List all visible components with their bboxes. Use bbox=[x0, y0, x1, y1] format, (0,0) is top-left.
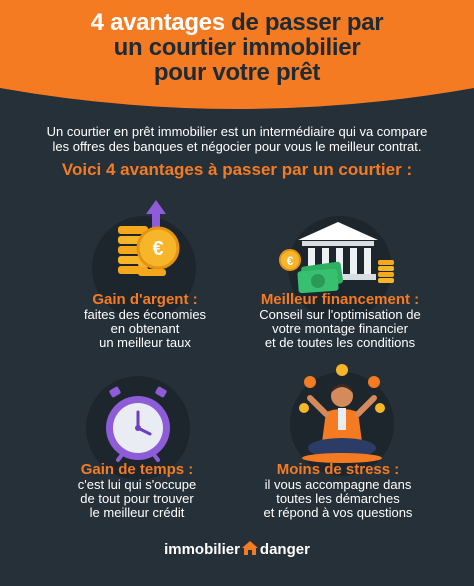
card-title: Moins de stress : bbox=[276, 461, 400, 478]
card-text-line: un meilleur taux bbox=[99, 335, 191, 350]
title-line3: pour votre prêt bbox=[153, 59, 321, 86]
card-title: Gain de temps : bbox=[80, 461, 194, 478]
section-subtitle: Voici 4 avantages à passer par un courtier : bbox=[61, 160, 413, 179]
card-text-line: c'est lui qui s'occupe bbox=[77, 477, 197, 492]
card-title: Gain d'argent : bbox=[92, 291, 198, 308]
intro-text bbox=[30, 124, 444, 154]
card-title: Meilleur financement : bbox=[260, 291, 420, 308]
card-text-line: le meilleur crédit bbox=[89, 505, 185, 520]
card-text-line: votre montage financier bbox=[272, 321, 408, 336]
title-line2: un courtier immobilier bbox=[113, 34, 361, 61]
svg-text:€: € bbox=[152, 238, 164, 260]
brand-right: danger bbox=[259, 541, 310, 558]
meditation-icon bbox=[290, 362, 394, 466]
intro-line-1: Un courtier en prêt immobilier est un intermédiaire qui va compare bbox=[46, 124, 428, 139]
card-text-line: de tout pour trouver bbox=[80, 491, 194, 506]
clock-icon bbox=[96, 384, 180, 468]
card-meilleur-financement bbox=[225, 292, 455, 350]
card-text-line: toutes les démarches bbox=[276, 491, 400, 506]
intro-line-2: les offres des banques et négocier pour vous le meilleur contrat. bbox=[52, 139, 422, 154]
bank-icon bbox=[272, 208, 404, 296]
page-title bbox=[0, 10, 474, 85]
svg-text:€: € bbox=[286, 254, 294, 268]
card-text-line: faites des économies bbox=[83, 307, 207, 322]
card-text-line: en obtenant bbox=[110, 321, 180, 336]
coins-euro-icon bbox=[100, 196, 196, 292]
card-text-line: il vous accompagne dans bbox=[264, 477, 412, 492]
brand-logo bbox=[0, 540, 474, 558]
card-gain-temps bbox=[22, 462, 252, 520]
house-icon bbox=[241, 540, 259, 556]
brand-left: immobilier bbox=[164, 541, 240, 558]
card-text-line: et répond à vos questions bbox=[263, 505, 413, 520]
header-banner bbox=[0, 0, 474, 112]
card-text-line: Conseil sur l'optimisation de bbox=[259, 307, 421, 322]
card-moins-stress bbox=[223, 462, 453, 520]
title-highlight: 4 avantages bbox=[90, 9, 225, 36]
title-line1-rest: de passer par bbox=[224, 9, 384, 36]
card-text-line: et de toutes les conditions bbox=[264, 335, 416, 350]
